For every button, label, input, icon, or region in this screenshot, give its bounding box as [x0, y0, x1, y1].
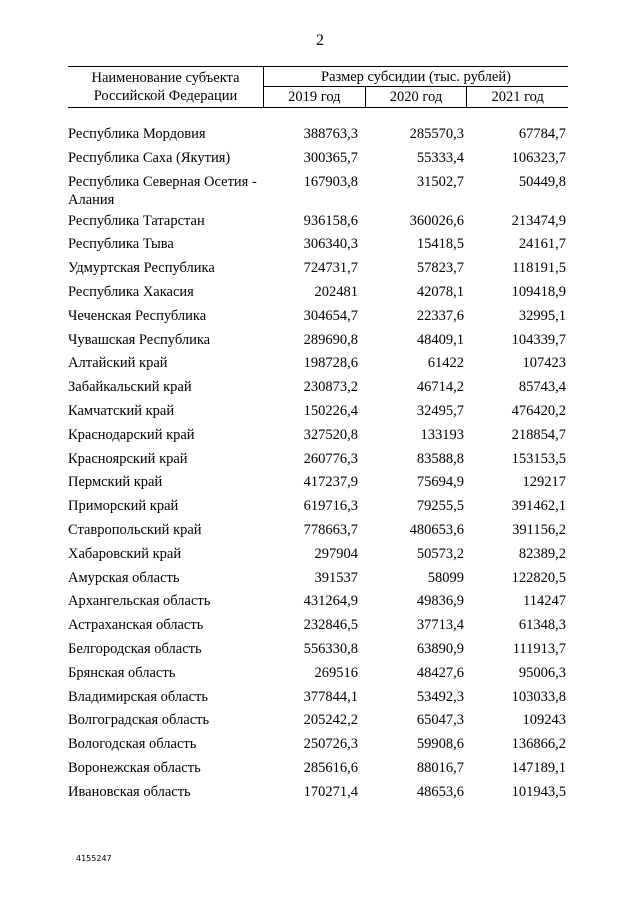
value-2019-cell: 304654,7: [303, 307, 358, 324]
table-row: [68, 170, 568, 209]
document-code: 4155247: [76, 854, 112, 863]
value-2021-cell: 153153,5: [511, 450, 566, 467]
value-2020-cell: 22337,6: [416, 307, 464, 324]
table-row: [68, 280, 568, 304]
value-2021-cell: 118191,5: [512, 260, 566, 277]
region-name-cell: Республика Татарстан: [68, 212, 205, 229]
value-2019-cell: 232846,5: [303, 617, 358, 634]
table-row: [68, 375, 568, 399]
value-2021-cell: 213474,9: [511, 212, 566, 229]
value-2019-cell: 260776,3: [303, 450, 358, 467]
value-2019-cell: 417237,9: [303, 474, 358, 491]
value-2020-cell: 285570,3: [409, 126, 464, 142]
value-2019-cell: 936158,6: [303, 212, 358, 229]
region-name-cell: Ставропольский край: [68, 521, 202, 538]
value-2019-cell: 269516: [314, 664, 358, 681]
subsidy-table: [68, 66, 568, 804]
value-2021-cell: 82389,2: [518, 545, 566, 562]
table-row: [68, 122, 568, 146]
value-2019-cell: 327520,8: [303, 426, 358, 443]
value-2020-cell: 63890,9: [416, 640, 464, 657]
value-2021-cell: 67784,7: [518, 126, 566, 142]
value-2020-cell: 133193: [420, 426, 464, 443]
value-2020-cell: 83588,8: [416, 450, 464, 467]
value-2020-cell: 55333,4: [416, 149, 464, 166]
header-years: [264, 87, 568, 107]
value-2021-cell: 61348,3: [518, 617, 566, 634]
region-name-cell: Брянская область: [68, 664, 176, 681]
value-2020-cell: 59908,6: [416, 736, 464, 753]
value-2020-cell: 37713,4: [416, 617, 464, 634]
value-2020-cell: 48653,6: [416, 783, 464, 800]
value-2019-cell: 778663,7: [303, 521, 358, 538]
region-name-cell: Республика Тыва: [68, 236, 174, 253]
value-2019-cell: 724731,7: [303, 260, 358, 277]
value-2021-cell: 218854,7: [511, 426, 566, 443]
region-name-cell: Камчатский край: [68, 402, 175, 419]
region-name-cell: Забайкальский край: [68, 379, 192, 396]
value-2019-cell: 198728,6: [303, 355, 358, 372]
table-row: [68, 732, 568, 756]
table-body: [68, 122, 568, 804]
region-name-cell: Чувашская Республика: [68, 331, 211, 348]
table-row: [68, 756, 568, 780]
header-year-2020: 2020 год: [365, 87, 467, 107]
header-year-2021: 2021 год: [466, 87, 568, 107]
value-2020-cell: 480653,6: [409, 521, 464, 538]
value-2019-cell: 388763,3: [303, 126, 358, 142]
region-name-cell: Алтайский край: [68, 355, 168, 372]
value-2020-cell: 53492,3: [416, 688, 464, 705]
table-row: [68, 423, 568, 447]
table-row: [68, 209, 568, 233]
value-2020-cell: 57823,7: [416, 260, 464, 277]
table-row: [68, 566, 568, 590]
value-2021-cell: 391462,1: [511, 498, 566, 515]
value-2020-cell: 48409,1: [416, 331, 464, 348]
region-name-cell: Волгоградская область: [68, 712, 210, 729]
table-row: [68, 232, 568, 256]
value-2020-cell: 15418,5: [416, 236, 464, 253]
region-name-cell: Белгородская область: [68, 640, 202, 657]
table-row: [68, 146, 568, 170]
region-name-cell: Республика Саха (Якутия): [68, 149, 231, 166]
value-2021-cell: 32995,1: [518, 307, 566, 324]
region-name-cell: Пермский край: [68, 474, 163, 491]
region-name-cell: Амурская область: [68, 569, 180, 586]
value-2021-cell: 104339,7: [511, 331, 566, 348]
table-row: [68, 613, 568, 637]
value-2019-cell: 300365,7: [303, 149, 358, 166]
region-name-cell: Хабаровский край: [68, 545, 182, 562]
value-2019-cell: 556330,8: [303, 640, 358, 657]
region-name-cell: Владимирская область: [68, 688, 208, 705]
value-2019-cell: 205242,2: [303, 712, 358, 729]
value-2021-cell: 136866,2: [511, 736, 566, 753]
value-2020-cell: 88016,7: [416, 759, 464, 776]
table-row: [68, 637, 568, 661]
table-row: [68, 304, 568, 328]
table-row: [68, 256, 568, 280]
value-2020-cell: 79255,5: [416, 498, 464, 515]
region-name-cell: Астраханская область: [68, 617, 204, 634]
value-2019-cell: 297904: [314, 545, 358, 562]
value-2019-cell: 289690,8: [303, 331, 358, 348]
region-name-cell: Вологодская область: [68, 736, 197, 753]
table-row: [68, 661, 568, 685]
value-2021-cell: 24161,7: [518, 236, 566, 253]
region-name-cell: Архангельская область: [68, 593, 211, 610]
value-2020-cell: 61422: [427, 355, 464, 372]
header-region-name: Наименование субъекта Российской Федерации: [68, 67, 264, 107]
value-2020-cell: 31502,7: [416, 173, 464, 190]
table-row: [68, 494, 568, 518]
value-2021-cell: 147189,1: [511, 759, 566, 776]
value-2021-cell: 85743,4: [518, 379, 566, 396]
table-row: [68, 351, 568, 375]
value-2021-cell: 109243: [522, 712, 566, 729]
value-2019-cell: 391537: [314, 569, 358, 586]
table-row: [68, 780, 568, 804]
value-2021-cell: 50449,8: [518, 173, 566, 190]
value-2019-cell: 250726,3: [303, 736, 358, 753]
value-2021-cell: 109418,9: [511, 283, 566, 300]
value-2019-cell: 202481: [314, 283, 358, 300]
region-name-cell: Приморский край: [68, 498, 179, 515]
header-subsidy-group: [264, 67, 568, 107]
value-2021-cell: 103033,8: [511, 688, 566, 705]
region-name-cell: Ивановская область: [68, 783, 191, 800]
region-name-cell: Республика Хакасия: [68, 283, 194, 300]
value-2019-cell: 170271,4: [303, 783, 358, 800]
value-2021-cell: 476420,2: [511, 402, 566, 419]
header-subsidy-title: Размер субсидии (тыс. рублей): [264, 67, 568, 87]
region-name-cell: Красноярский край: [68, 450, 188, 467]
value-2021-cell: 101943,5: [511, 783, 566, 800]
table-row: [68, 589, 568, 613]
value-2021-cell: 106323,7: [511, 149, 566, 166]
value-2021-cell: 114247: [523, 593, 566, 610]
value-2021-cell: 391156,2: [512, 521, 566, 538]
value-2019-cell: 619716,3: [303, 498, 358, 515]
region-name-cell: Республика Северная Осетия - Алания: [68, 173, 257, 208]
value-2020-cell: 50573,2: [416, 545, 464, 562]
value-2020-cell: 32495,7: [416, 402, 464, 419]
table-row: [68, 328, 568, 352]
region-name-cell: Республика Мордовия: [68, 126, 206, 142]
value-2020-cell: 360026,6: [409, 212, 464, 229]
region-name-cell: Удмуртская Республика: [68, 260, 215, 277]
region-name-cell: Чеченская Республика: [68, 307, 207, 324]
value-2020-cell: 42078,1: [416, 283, 464, 300]
value-2020-cell: 65047,3: [416, 712, 464, 729]
table-row: [68, 542, 568, 566]
table-row: [68, 685, 568, 709]
header-year-2019: 2019 год: [288, 89, 341, 105]
value-2019-cell: 150226,4: [303, 402, 358, 419]
value-2019-cell: 285616,6: [303, 759, 358, 776]
value-2021-cell: 95006,3: [518, 664, 566, 681]
table-row: [68, 470, 568, 494]
value-2021-cell: 111913,7: [512, 640, 566, 657]
value-2021-cell: 107423: [522, 355, 566, 372]
value-2020-cell: 49836,9: [416, 593, 464, 610]
value-2020-cell: 75694,9: [416, 474, 464, 491]
value-2019-cell: 377844,1: [303, 688, 358, 705]
table-row: [68, 518, 568, 542]
value-2019-cell: 230873,2: [303, 379, 358, 396]
value-2019-cell: 167903,8: [303, 173, 358, 190]
page-number: 2: [316, 32, 324, 49]
value-2021-cell: 129217: [522, 474, 566, 491]
table-row: [68, 447, 568, 471]
region-name-cell: Краснодарский край: [68, 426, 195, 443]
value-2020-cell: 58099: [427, 569, 464, 586]
table-row: [68, 399, 568, 423]
value-2019-cell: 431264,9: [303, 593, 358, 610]
value-2020-cell: 48427,6: [416, 664, 464, 681]
value-2021-cell: 122820,5: [511, 569, 566, 586]
table-header: [68, 66, 568, 108]
value-2020-cell: 46714,2: [416, 379, 464, 396]
region-name-cell: Воронежская область: [68, 759, 201, 776]
value-2019-cell: 306340,3: [303, 236, 358, 253]
table-row: [68, 708, 568, 732]
